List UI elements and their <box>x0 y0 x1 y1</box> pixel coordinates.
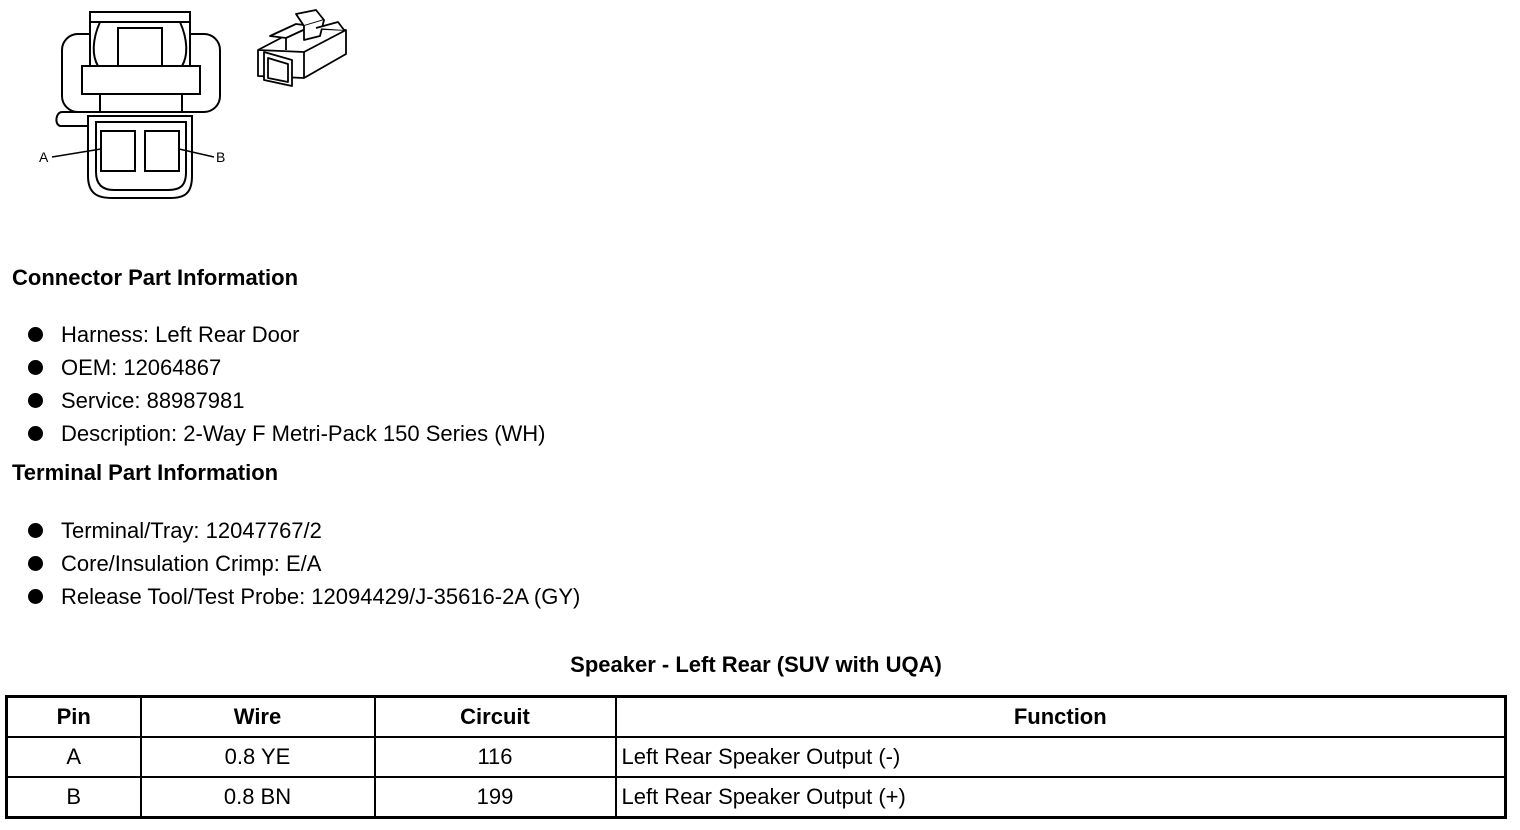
bullet-icon <box>28 589 43 604</box>
pinout-table <box>5 695 1507 819</box>
cell-circuit: 116 <box>375 737 616 777</box>
column-header-pin: Pin <box>7 697 141 738</box>
cell-function: Left Rear Speaker Output (+) <box>616 777 1506 818</box>
table-header-row <box>7 697 1506 738</box>
cell-circuit: 199 <box>375 777 616 818</box>
bullet-icon <box>28 426 43 441</box>
cell-wire: 0.8 YE <box>141 737 375 777</box>
cell-pin: B <box>7 777 141 818</box>
bullet-icon <box>28 360 43 375</box>
connector-info-heading: Connector Part Information <box>12 265 299 290</box>
column-header-wire: Wire <box>141 697 375 738</box>
cell-function: Left Rear Speaker Output (-) <box>616 737 1506 777</box>
connector-face-diagram <box>0 0 380 210</box>
table-row <box>7 737 1506 777</box>
cell-wire: 0.8 BN <box>141 777 375 818</box>
bullet-icon <box>28 556 43 571</box>
column-header-function: Function <box>616 697 1506 738</box>
bullet-icon <box>28 327 43 342</box>
table-row <box>7 777 1506 818</box>
pin-label-b: B <box>216 149 226 165</box>
terminal-info-heading: Terminal Part Information <box>12 460 279 485</box>
bullet-icon <box>28 393 43 408</box>
column-header-circuit: Circuit <box>375 697 616 738</box>
cell-pin: A <box>7 737 141 777</box>
bullet-icon <box>28 523 43 538</box>
pin-label-a: A <box>39 149 49 165</box>
table-title: Speaker - Left Rear (SUV with UQA) <box>570 652 942 677</box>
